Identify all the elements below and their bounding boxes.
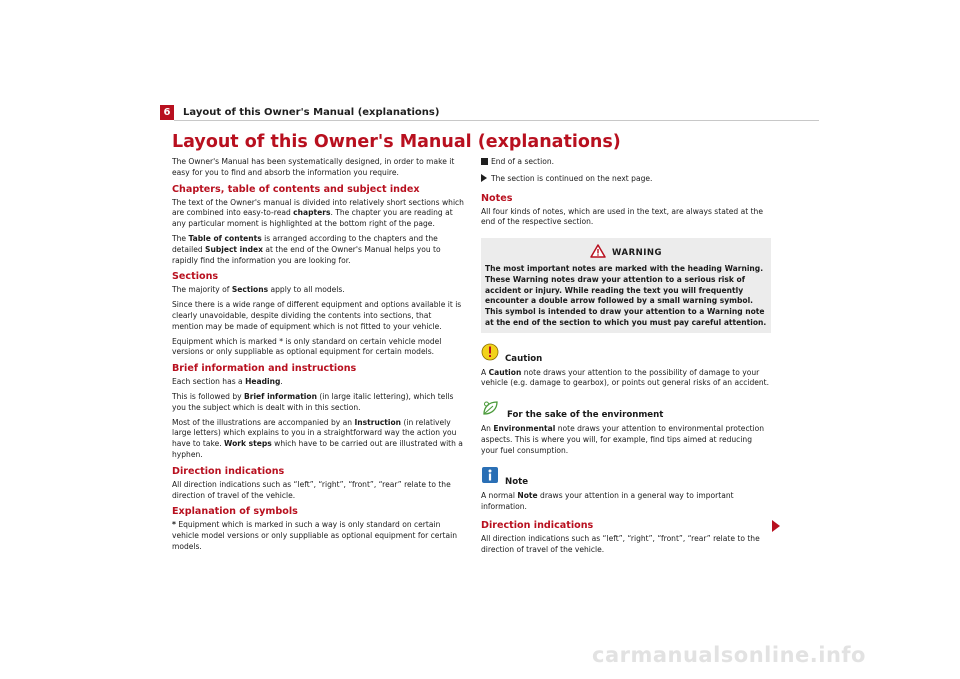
next-page-arrow-icon[interactable]	[772, 520, 780, 532]
running-title: Layout of this Owner's Manual (explanations)	[183, 107, 440, 118]
page-header	[0, 0, 960, 124]
sections-paragraph-1: The majority of Sections apply to all models.	[172, 285, 345, 295]
chapters-heading: Chapters, table of contents and subject index	[172, 183, 420, 195]
symbols-paragraph: * Equipment which is marked in such a way is only standard on certain vehicle model versions or only suppliable as optional equipment for certain models.	[172, 520, 457, 551]
sections-paragraph-3: Equipment which is marked * is only standard on certain vehicle model versions or only suppliable as optional equipment for certain models.	[172, 336, 442, 357]
sections-heading: Sections	[172, 271, 219, 283]
brief-paragraph-3: Most of the illustrations are accompanied by an Instruction (in relatively large letters) which explains to you in a straightforward way the action you have to take. Work steps which have to be carried out are illustrated with a hyphen.	[172, 417, 463, 459]
notes-paragraph: All four kinds of notes, which are used in the text, are always stated at the end of the respective section.	[481, 206, 763, 227]
symbols-heading: Explanation of symbols	[172, 506, 298, 518]
chapters-paragraph-2: The Table of contents is arranged according to the chapters and the detailed Subject index at the end of the Owner's Manual helps you to rapidly find the information you are looking for.	[172, 233, 441, 265]
watermark: carmanualsonline.info	[592, 643, 866, 667]
right-column	[481, 157, 771, 559]
note-heading: Note	[481, 466, 771, 488]
direction-paragraph-left: All direction indications such as “left”, “right”, “front”, “rear” relate to the direction of travel of the vehicle.	[172, 479, 451, 500]
warning-box	[481, 238, 771, 333]
sections-paragraph-2: Since there is a wide range of different equipment and options available it is clearly unavoidable, despite dividing the contents into sections, that mention may be made of equipment which is not fitted to your vehicle.	[172, 300, 462, 331]
notes-heading: Notes	[481, 192, 513, 204]
continue-arrow-icon	[481, 174, 487, 182]
warning-triangle-icon	[590, 244, 606, 258]
direction-paragraph-right: All direction indications such as “left”, “right”, “front”, “rear” relate to the direction of travel of the vehicle.	[481, 533, 760, 554]
optional-star: *	[172, 520, 176, 530]
warning-heading: WARNING	[485, 244, 767, 259]
intro-paragraph: The Owner's Manual has been systematically designed, in order to make it easy for you to find and absorb the information you require.	[172, 157, 455, 177]
end-square-icon	[481, 158, 488, 165]
brief-heading: Brief information and instructions	[172, 363, 357, 375]
note-info-icon	[481, 466, 499, 488]
environment-paragraph: An Environmental note draws your attention to environmental protection aspects. This is where you will, for example, find tips aimed at reducing your fuel consumption.	[481, 423, 765, 455]
caution-heading: Caution	[481, 343, 771, 365]
caution-paragraph: A Caution note draws your attention to the possibility of damage to your vehicle (e.g. damage to gearbox), or points out general risks of an accident.	[481, 367, 770, 388]
page-title: Layout of this Owner's Manual (explanations)	[172, 132, 621, 152]
continued-line: The section is continued on the next page.	[481, 174, 771, 185]
header-rule	[174, 120, 819, 121]
environment-heading: For the sake of the environment	[481, 399, 771, 421]
chapters-paragraph-1: The text of the Owner's manual is divided into relatively short sections which are combined into easy-to-read chapters. The chapter you are reading at any particular moment is highlighted at the bottom right of the page.	[172, 197, 464, 229]
note-paragraph: A normal Note draws your attention in a general way to important information.	[481, 491, 734, 511]
direction-heading-right: Direction indications	[481, 519, 594, 531]
end-of-section-line: End of a section.	[481, 157, 771, 168]
direction-heading-left: Direction indications	[172, 465, 285, 477]
brief-paragraph-2: This is followed by Brief information (in large italic lettering), which tells you the subject which is dealt with in this section.	[172, 391, 454, 412]
caution-exclamation-icon	[481, 343, 499, 365]
brief-paragraph-1: Each section has a Heading.	[172, 377, 283, 387]
warning-text: The most important notes are marked with the heading Warning. These Warning notes draw your attention to a serious risk of accident or injury. While reading the text you will frequently encounter a double arrow followed by a small warning symbol. This symbol is intended to draw your attention to a Warning note at the end of the section to which you must pay careful attention.	[485, 263, 767, 327]
left-column	[172, 157, 464, 557]
environment-leaf-icon	[481, 399, 501, 421]
page-number: 6	[160, 105, 174, 120]
